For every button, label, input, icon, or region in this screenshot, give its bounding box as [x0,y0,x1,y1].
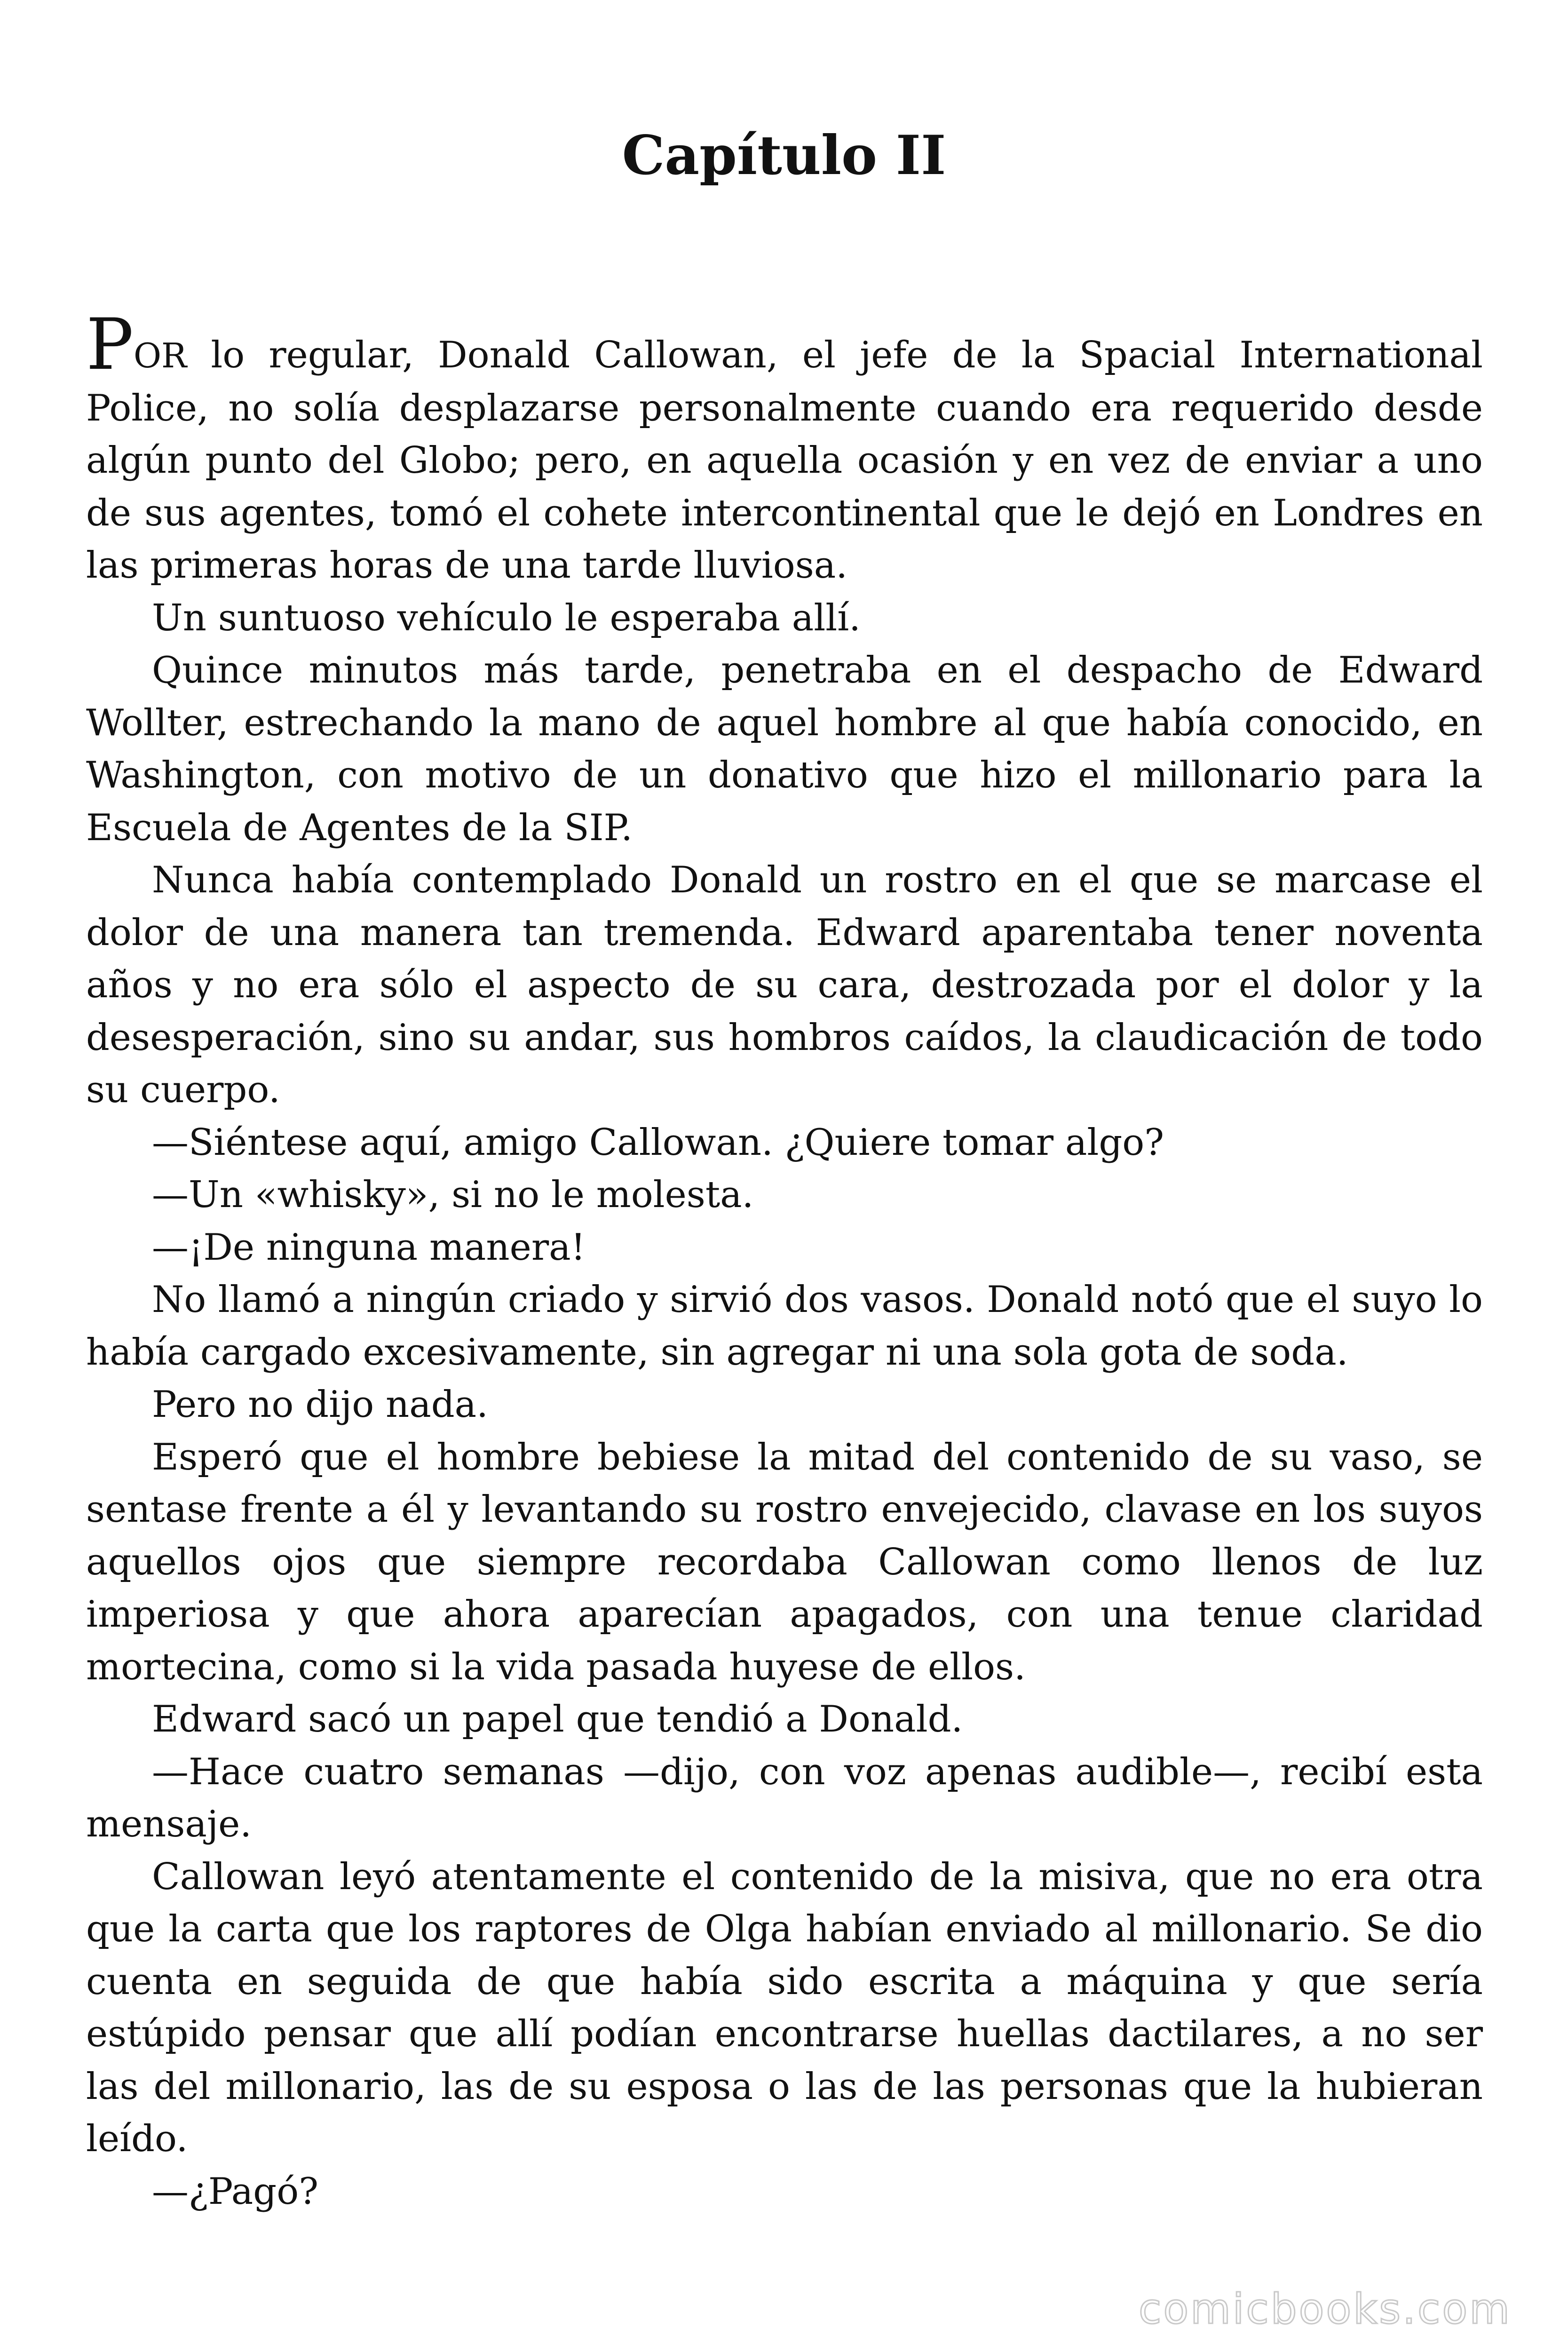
paragraph: Pero no dijo nada. [152,1383,488,1426]
dialogue-line: —¡De ninguna manera! [152,1226,586,1269]
first-paragraph-text: lo regular, Donald Callowan, el jefe de la Spacial International Police, no solía desplazarse personalmente cuando era requerido desde algún punto del Globo; pero, en aquella ocasión y en vez de enviar a uno de sus agentes, tomó el cohete intercontinental que le dejó en Londres en las primeras horas de una tarde lluviosa. [86,334,1483,587]
paragraph: Esperó que el hombre bebiese la mitad del contenido de su vaso, se sentase frente a él y levantando su rostro envejecido, clavase en los suyos aquellos ojos que siempre recordaba Callowan como llenos de luz imperiosa y que ahora aparecían apagados, con una tenue claridad mortecina, como si la vida pasada huyese de ellos. [86,1436,1483,1688]
chapter-body [86,304,1483,2218]
dialogue-line: —Un «whisky», si no le molesta. [152,1174,754,1216]
small-caps-lead: OR [133,336,187,375]
chapter-title: Capítulo II [622,124,946,187]
paragraph: Callowan leyó atentamente el contenido de la misiva, que no era otra que la carta que los raptores de Olga habían enviado al millonario. Se dio cuenta en seguida de que había sido escrita a máquina y que sería estúpido pensar que allí podían encontrarse huellas dactilares, a no ser las del millonario, las de su esposa o las de las personas que la hubieran leído. [86,1855,1483,2160]
paragraph: Un suntuoso vehículo le esperaba allí. [152,596,861,639]
dialogue-line: —Siéntese aquí, amigo Callowan. ¿Quiere tomar algo? [152,1121,1164,1164]
paragraph: Quince minutos más tarde, penetraba en el despacho de Edward Wollter, estrechando la mano de aquel hombre al que había conocido, en Washington, con motivo de un donativo que hizo el millonario para la Escuela de Agentes de la SIP. [86,649,1483,849]
paragraph: Edward sacó un papel que tendió a Donald. [152,1698,963,1740]
drop-cap: P [86,304,134,386]
paragraph: Nunca había contemplado Donald un rostro en el que se marcase el dolor de una manera tan tremenda. Edward aparentaba tener noventa años y no era sólo el aspecto de su cara, destrozada por el dolor y la desesperación, sino su andar, sus hombros caídos, la claudicación de todo su cuerpo. [86,859,1483,1111]
first-paragraph [86,304,1483,592]
dialogue-line: —Hace cuatro semanas —dijo, con voz apenas audible—, recibí esta mensaje. [86,1750,1483,1845]
watermark-logo: comicbooks.com [1138,2285,1512,2333]
paragraph: No llamó a ningún criado y sirvió dos vasos. Donald notó que el suyo lo había cargado excesivamente, sin agregar ni una sola gota de soda. [86,1279,1483,1374]
dialogue-line: —¿Pagó? [152,2170,319,2213]
